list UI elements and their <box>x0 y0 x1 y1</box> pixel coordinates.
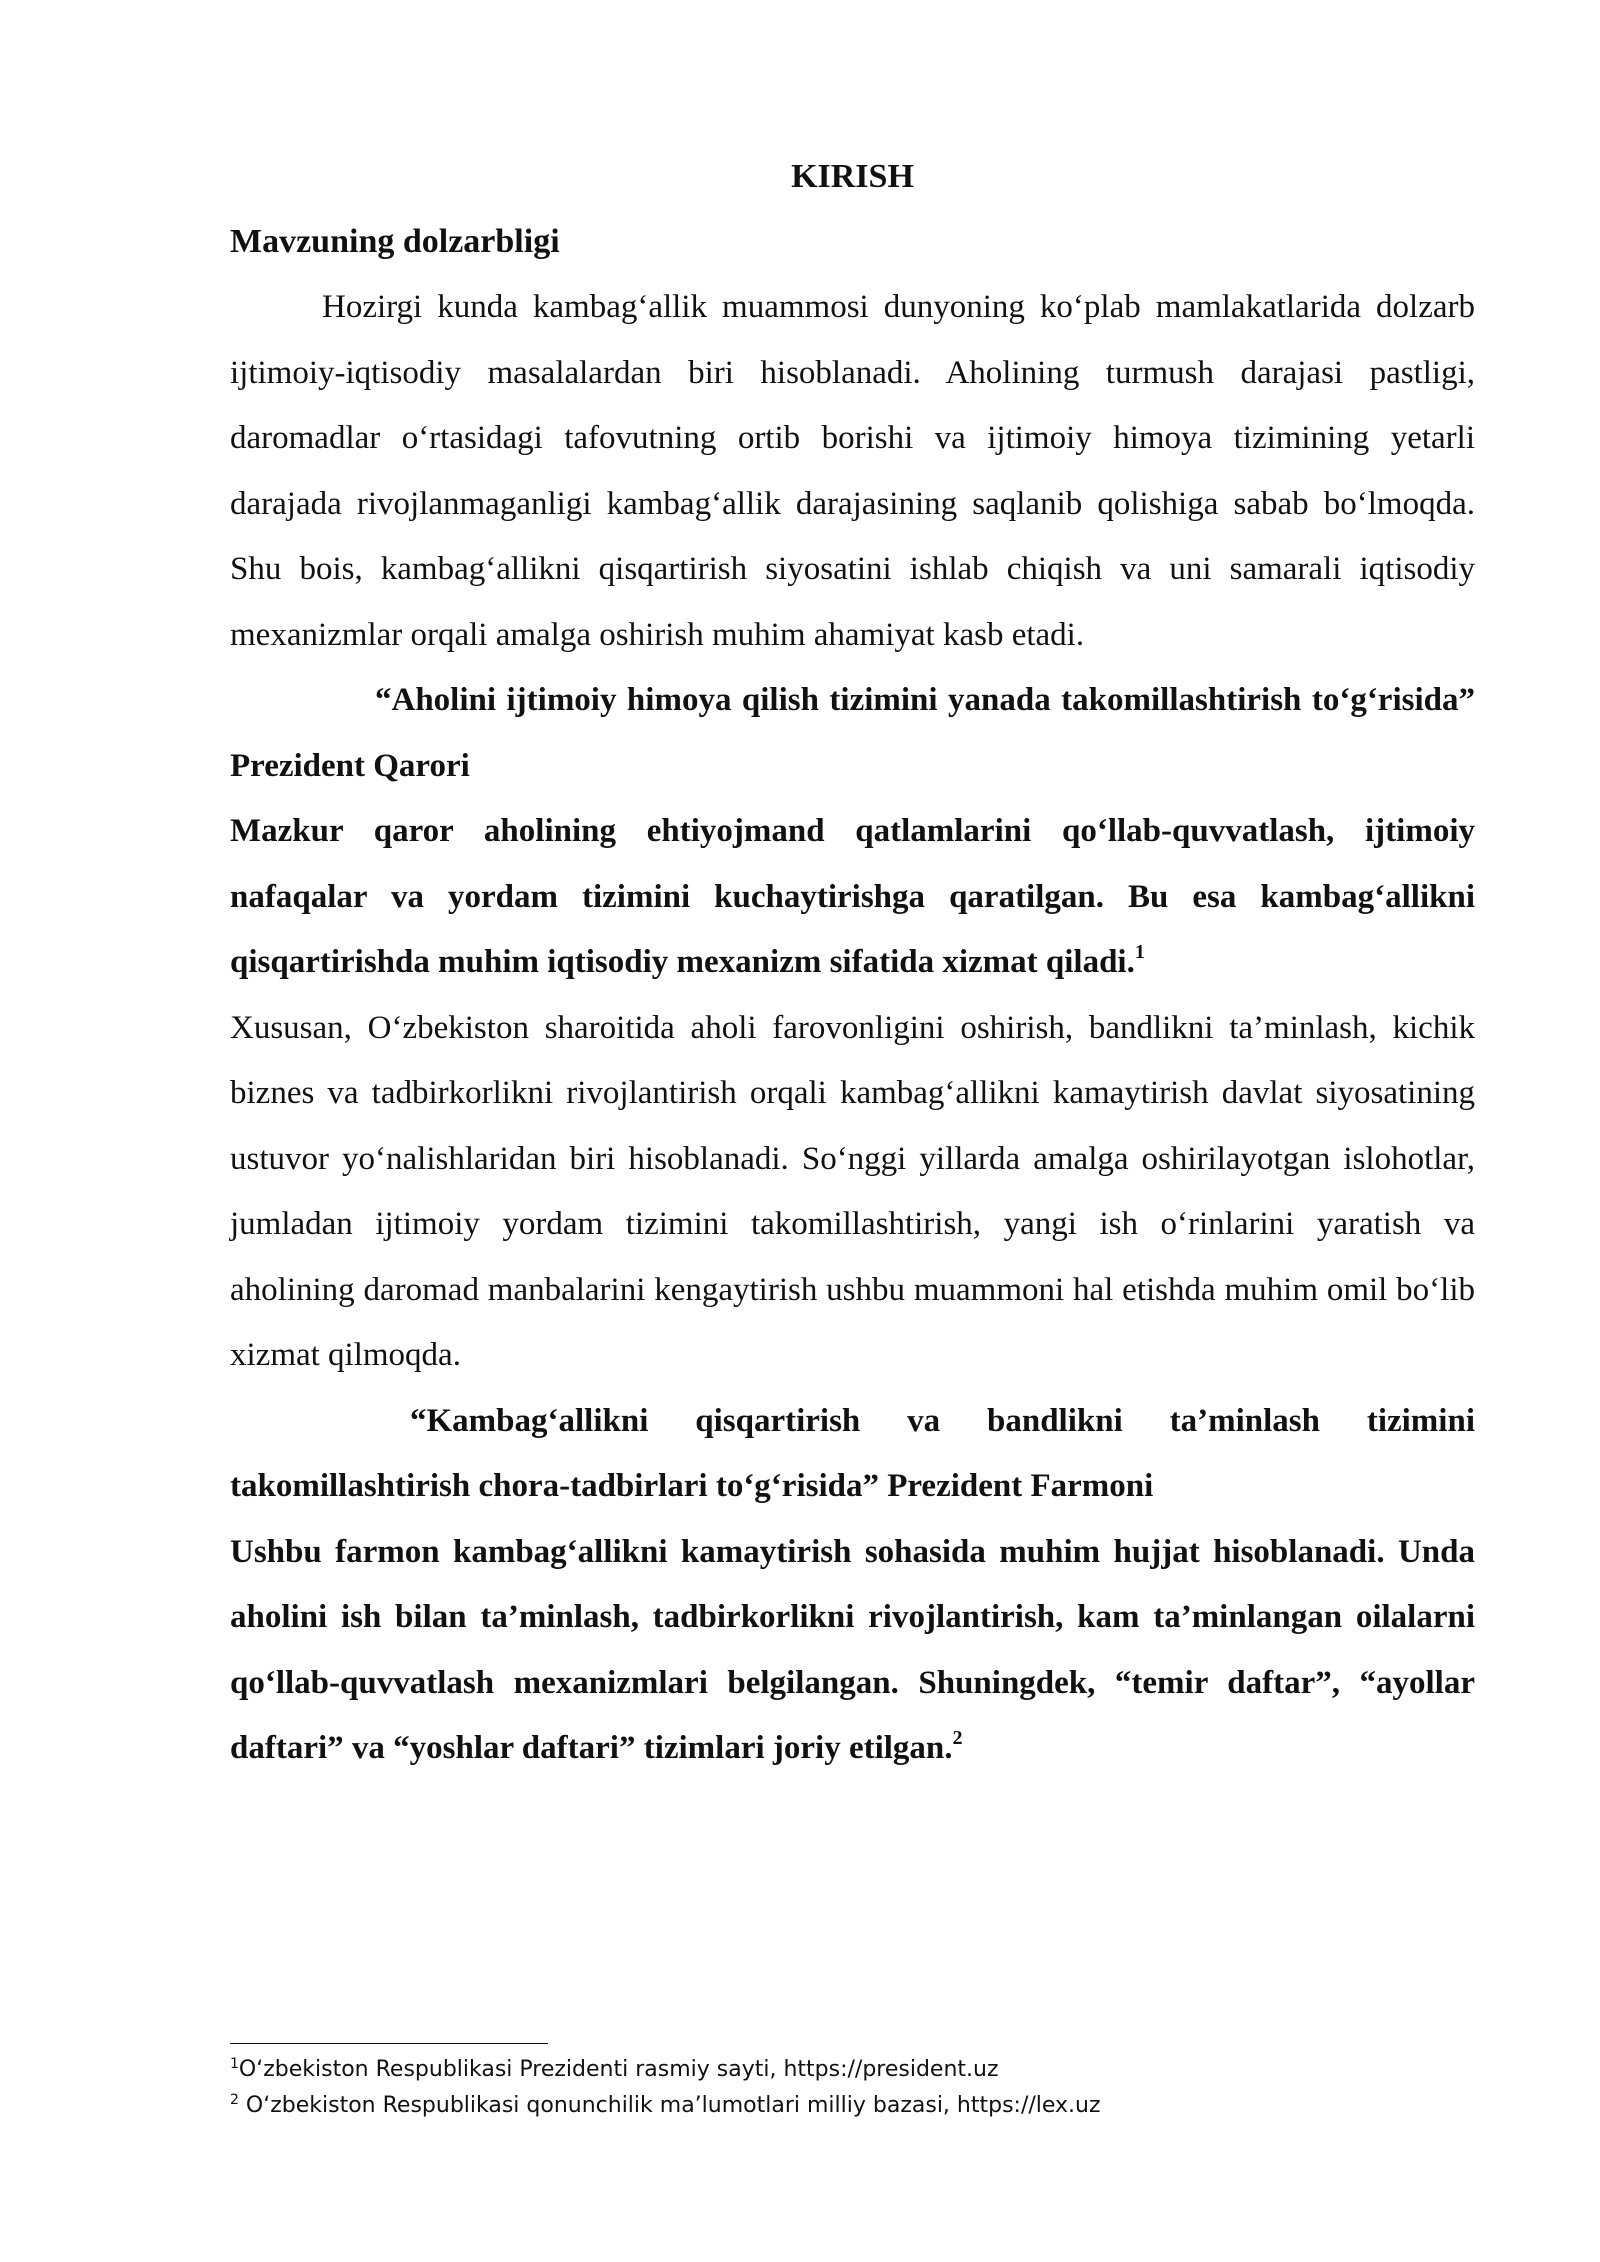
footnote-text-2[interactable]: O‘zbekiston Respublikasi qonunchilik ma’lumotlari milliy bazasi, https://lex.uz <box>238 2093 1101 2118</box>
decree-2-text-body: Ushbu farmon kambag‘allikni kamaytirish sohasida muhim hujjat hisoblanadi. Unda aholini ish bilan ta’minlash, tadbirkorlikni rivojlantirish, kam ta’minlangan oilalarni qo‘llab-quvvatlash mexanizmlari belgilangan. Shuningdek, “temir daftar”, “ayollar daftari” va “yoshlar daftari” tizimlari joriy etilgan. <box>230 1533 1475 1766</box>
context-paragraph: Xususan, O‘zbekiston sharoitida aholi farovonligini oshirish, bandlikni ta’minlash, kichik biznes va tadbirkorlikni rivojlantirish orqali kambag‘allikni kamaytirish davlat siyosatining ustuvor yo‘nalishlaridan biri hisoblanadi. So‘nggi yillarda amalga oshirilayotgan islohotlar, jumladan ijtimoiy yordam tizimini takomillashtirish, yangi ish o‘rinlarini yaratish va aholining daromad manbalarini kengaytirish ushbu muammoni hal etishda muhim omil bo‘lib xizmat qilmoqda. <box>230 1009 1475 1373</box>
decree-1-text-body: Mazkur qaror aholining ehtiyojmand qatlamlarini qo‘llab-quvvatlash, ijtimoiy nafaqalar va yordam tizimini kuchaytirishga qaratilgan. Bu esa kambag‘allikni qisqartirishda muhim iqtisodiy mexanizm sifatida xizmat qiladi. <box>230 813 1475 980</box>
decree-2-title: “Kambag‘allikni qisqartirish va bandlikni ta’minlash tizimini takomillashtirish chora-tadbirlari to‘g‘risida” Prezident Farmoni <box>230 1402 1475 1504</box>
footnote-separator <box>230 2043 548 2044</box>
decree-1-title: “Aholini ijtimoiy himoya qilish tizimini yanada takomillashtirish to‘g‘risida” Prezident Qarori <box>230 682 1475 784</box>
section-heading: Mavzuning dolzarbligi <box>230 223 560 260</box>
footnotes <box>230 2043 1475 2124</box>
document-title: KIRISH <box>791 158 914 195</box>
intro-paragraph: Hozirgi kunda kambag‘allik muammosi dunyoning ko‘plab mamlakatlarida dolzarb ijtimoiy-iqtisodiy masalalardan biri hisoblanadi. Aholining turmush darajasi pastligi, daromadlar o‘rtasidagi tafovutning ortib borishi va ijtimoiy himoya tizimining yetarli darajada rivojlanmaganligi kambag‘allik darajasining saqlanib qolishiga sabab bo‘lmoqda. Shu bois, kambag‘allikni qisqartirish siyosatini ishlab chiqish va uni samarali iqtisodiy mexanizmlar orqali amalga oshirish muhim ahamiyat kasb etadi. <box>230 289 1475 653</box>
footnote-number-1: 1 <box>230 2056 239 2072</box>
footnote-ref-2[interactable]: 2 <box>952 1727 963 1749</box>
decree-1-text <box>230 799 1475 996</box>
footnote-number-2: 2 <box>230 2092 239 2108</box>
decree-2-text <box>230 1520 1475 1782</box>
footnote-ref-1[interactable]: 1 <box>1134 941 1145 963</box>
footnote-1 <box>230 2052 1475 2088</box>
footnote-2 <box>230 2088 1475 2124</box>
footnote-text-1[interactable]: O‘zbekiston Respublikasi Prezidenti rasmiy sayti, https://president.uz <box>238 2057 999 2082</box>
document-body <box>230 145 1475 1782</box>
